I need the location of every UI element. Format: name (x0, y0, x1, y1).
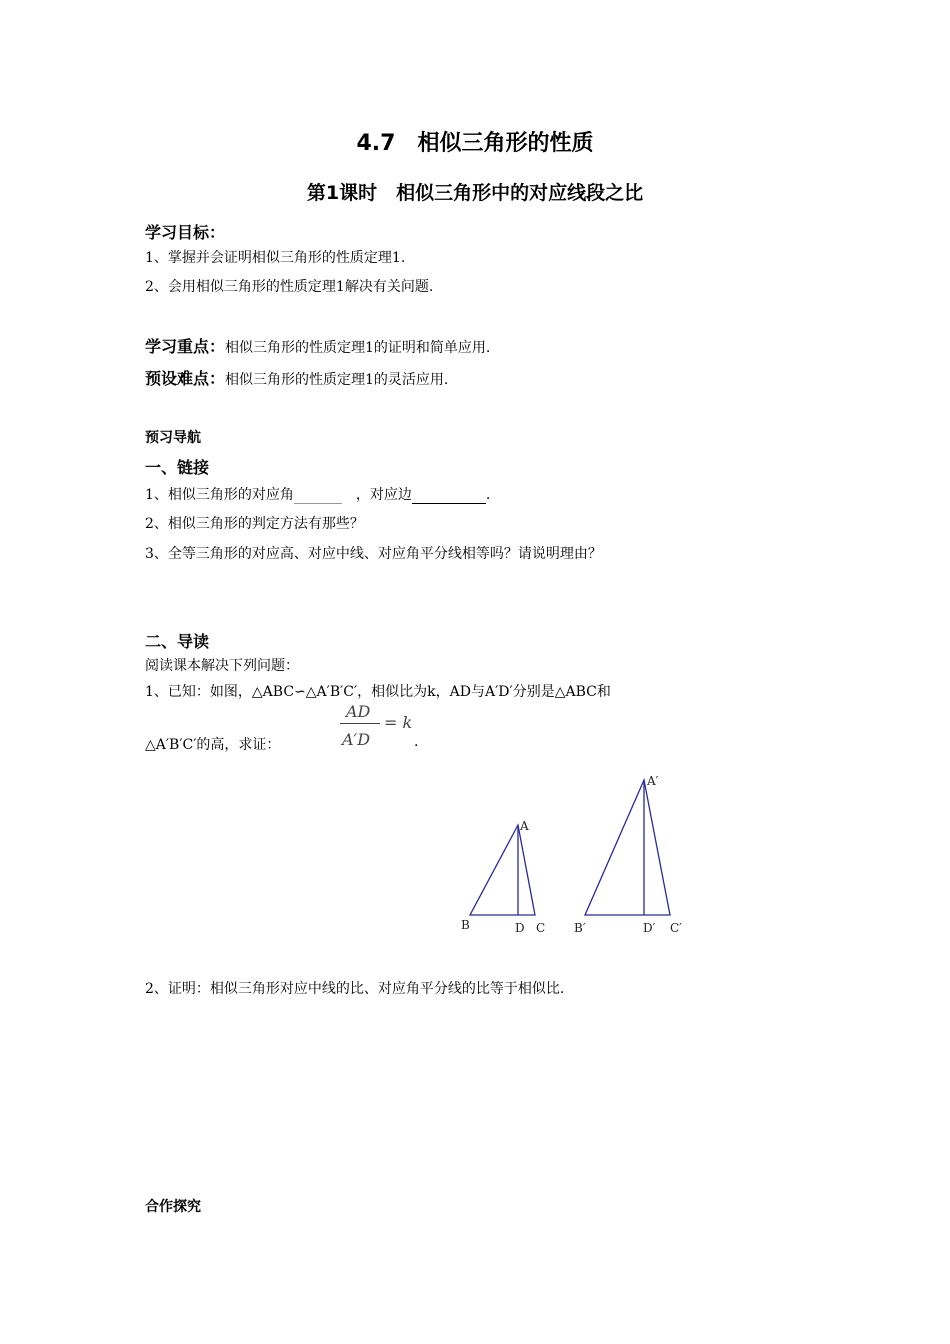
section2-q1-end: . (414, 734, 419, 750)
formula-denominator: A′D (342, 730, 371, 749)
page-subtitle: 第1课时 相似三角形中的对应线段之比 (306, 182, 644, 204)
corresponding-side-blank[interactable] (412, 489, 486, 504)
large-triangle (574, 774, 682, 935)
formula-rhs: = k (384, 713, 413, 732)
section2-q2: 2、证明：相似三角形对应中线的比、对应角平分线的比等于相似比. (145, 981, 565, 997)
triangle-abc (470, 825, 535, 915)
section1-heading: 一、链接 (145, 458, 210, 477)
label-d: D (515, 921, 525, 935)
section1-item-2: 2、相似三角形的判定方法有那些？ (145, 516, 364, 532)
cooperation-heading: 合作探究 (145, 1199, 201, 1215)
difficulty-label: 预设难点： (145, 369, 226, 388)
section1-item-1-part2: ，对应边 (341, 487, 412, 503)
key-point-label: 学习重点： (145, 337, 226, 356)
section1-item-1-part1: 1、相似三角形的对应角 (145, 487, 294, 503)
key-point-line (145, 334, 490, 357)
section1-item-1-part3: . (485, 487, 491, 503)
page-title: 4.7 相似三角形的性质 (356, 131, 594, 156)
label-b-prime: B′ (574, 921, 586, 935)
objectives-heading: 学习目标： (145, 223, 226, 242)
fraction-bar (340, 723, 380, 724)
section2-q1-line1: 1、已知：如图，△ABC∽△A′B′C′，相似比为k，AD与A′D′分别是△ABC和 (145, 684, 611, 700)
corresponding-angle-blank[interactable] (294, 489, 342, 504)
objective-item-1: 1、掌握并会证明相似三角形的性质定理1. (145, 250, 406, 266)
similar-triangles-figure (440, 760, 710, 950)
triangle-abc-prime (585, 780, 670, 915)
section2-intro: 阅读课本解决下列问题： (145, 658, 299, 674)
formula-numerator: AD (346, 702, 371, 721)
label-b: B (461, 918, 470, 932)
section2-q1-line2: △A′B′C′的高，求证： (145, 737, 281, 753)
ratio-formula (338, 700, 420, 752)
section2-heading: 二、导读 (145, 632, 210, 651)
difficulty-text: 相似三角形的性质定理1的灵活应用. (225, 372, 449, 388)
small-triangle (461, 819, 545, 935)
key-point-text: 相似三角形的性质定理1的证明和简单应用. (225, 340, 491, 356)
objective-item-2: 2、会用相似三角形的性质定理1解决有关问题. (145, 279, 434, 295)
label-a: A (520, 819, 529, 833)
label-a-prime: A′ (647, 774, 659, 788)
section1-item-1 (145, 484, 490, 504)
label-c: C (536, 921, 546, 935)
label-c-prime: C′ (670, 921, 682, 935)
label-d-prime: D′ (643, 921, 656, 935)
difficulty-line (145, 366, 448, 389)
section1-item-3: 3、全等三角形的对应高、对应中线、对应角平分线相等吗？请说明理由？ (145, 546, 602, 562)
preview-heading: 预习导航 (145, 430, 201, 446)
